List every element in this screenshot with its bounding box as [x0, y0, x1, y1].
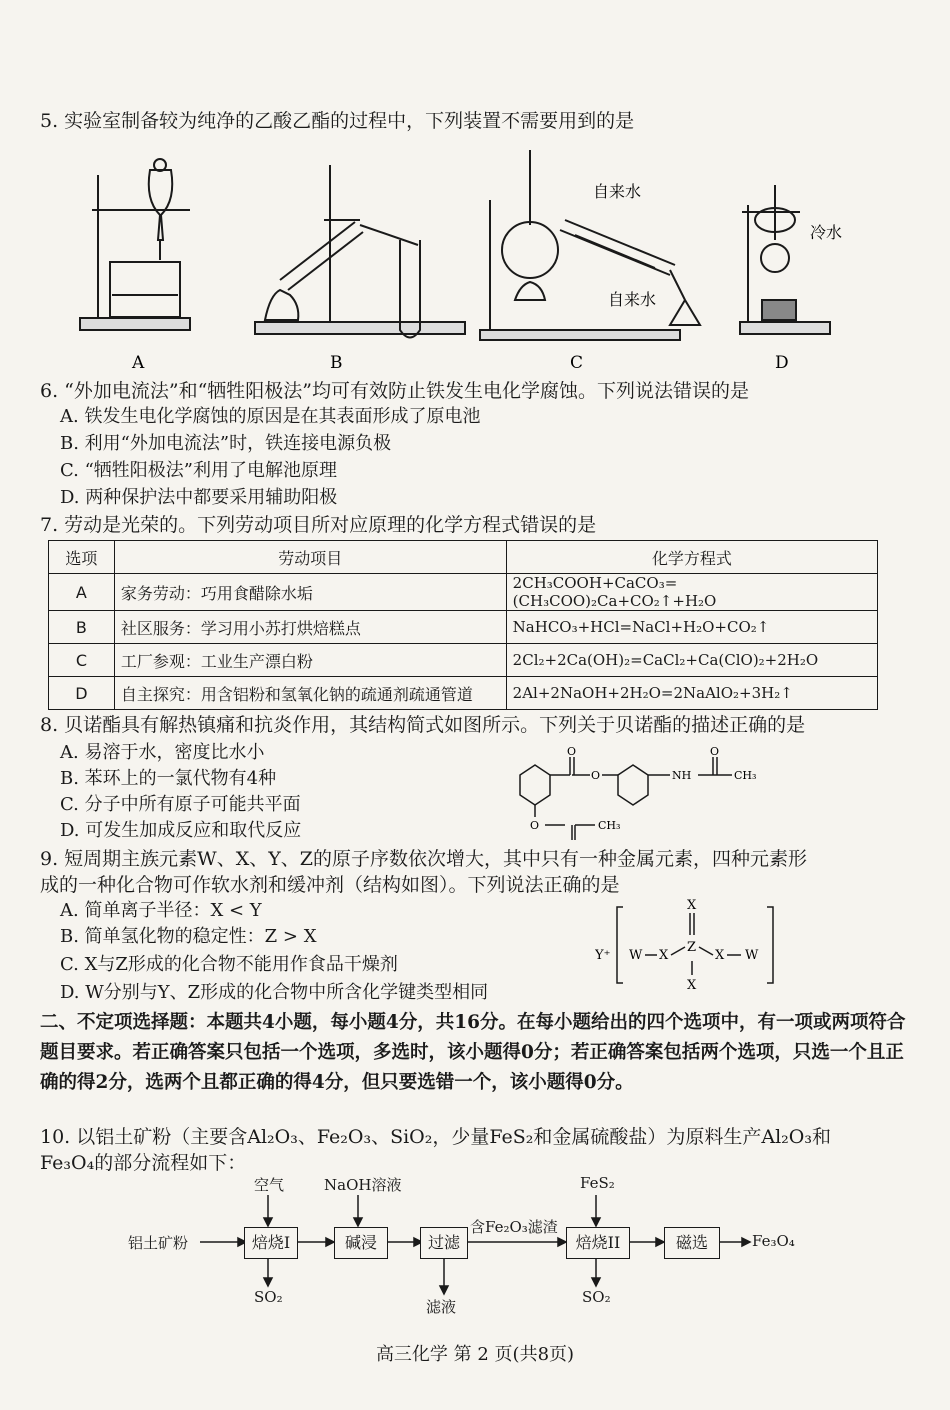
cell-equation: 2Cl₂+2Ca(OH)₂=CaCl₂+Ca(ClO)₂+2H₂O: [506, 644, 877, 677]
q9-structure: [595, 895, 795, 1005]
cell-option: B: [49, 611, 115, 644]
q5-stem: 5. 实验室制备较为纯净的乙酸乙酯的过程中，下列装置不需要用到的是: [40, 110, 635, 132]
cell-equation: 2CH₃COOH+CaCO₃=(CH₃COO)₂Ca+CO₂↑+H₂O: [506, 574, 877, 611]
q7-header-project: 劳动项目: [114, 541, 506, 574]
flow-naoh: NaOH溶液: [324, 1176, 402, 1194]
struct-x-left: X: [659, 948, 669, 963]
q8-option-b: B. 苯环上的一氯代物有4种: [60, 768, 277, 789]
cell-project: 工厂参观：工业生产漂白粉: [114, 644, 506, 677]
tap-water-label-bottom: 自来水: [608, 290, 657, 309]
q10-stem-line2: Fe₃O₄的部分流程如下：: [40, 1152, 247, 1174]
q8-option-a: A. 易溶于水，密度比水小: [60, 742, 265, 763]
flow-filtrate: 滤液: [426, 1298, 457, 1316]
struct-o-4: O: [530, 819, 540, 832]
struct-y: Y⁺: [595, 948, 611, 963]
struct-x-bottom: X: [687, 978, 697, 993]
cell-project: 自主探究：用含铝粉和氢氧化钠的疏通剂疏通管道: [114, 677, 506, 710]
struct-x-right: X: [715, 948, 725, 963]
flow-so2-1: SO₂: [254, 1288, 283, 1306]
q6-option-d: D. 两种保护法中都要采用辅助阳极: [60, 487, 338, 508]
cell-equation: NaHCO₃+HCl=NaCl+H₂O+CO₂↑: [506, 611, 877, 644]
q5-apparatus-figure: [0, 0, 950, 380]
q6-option-c: C. “牺牲阳极法”利用了电解池原理: [60, 460, 337, 481]
flow-alkali-leach: 碱浸: [334, 1227, 388, 1259]
q9-stem-line2: 成的一种化合物可作软水剂和缓冲剂（结构如图）。下列说法正确的是: [40, 874, 620, 896]
struct-nh: NH: [672, 769, 692, 782]
table-row: [49, 574, 878, 611]
q10-flowchart: [0, 1170, 950, 1320]
q6-option-b: B. 利用“外加电流法”时，铁连接电源负极: [60, 433, 392, 454]
cell-project: 社区服务：学习用小苏打烘焙糕点: [114, 611, 506, 644]
apparatus-label-b: B: [330, 353, 343, 373]
q8-option-c: C. 分子中所有原子可能共平面: [60, 794, 301, 815]
struct-w-left: W: [629, 948, 643, 963]
apparatus-d: [740, 185, 830, 334]
struct-w-right: W: [745, 948, 759, 963]
struct-z: Z: [687, 940, 697, 955]
q8-option-d: D. 可发生加成反应和取代反应: [60, 820, 302, 841]
flow-roast-1: 焙烧I: [244, 1227, 298, 1259]
section-2-instructions: 二、不定项选择题：本题共4小题，每小题4分，共16分。在每小题给出的四个选项中，有一项或两项符合题目要求。若正确答案只包括一个选项，多选时，该小题得0分；若正确答案包括两个选项，只选一个且正确的得2分，选两个且都正确的得4分，但只要选错一个，该小题得0分。: [40, 1012, 906, 1093]
table-row: [49, 644, 878, 677]
cell-option: D: [49, 677, 115, 710]
q9-option-b: B. 简单氢化物的稳定性：Z > X: [60, 926, 317, 947]
q7-table: [48, 540, 878, 710]
q6-option-a: A. 铁发生电化学腐蚀的原因是在其表面形成了原电池: [60, 406, 481, 427]
benorilate-structure: [510, 745, 810, 845]
q9-stem-line1: 9. 短周期主族元素W、X、Y、Z的原子序数依次增大，其中只有一种金属元素，四种元素形: [40, 848, 807, 870]
page-footer: 高三化学 第 2 页(共8页): [375, 1344, 575, 1365]
struct-o-3: O: [710, 745, 720, 758]
struct-ch3-2: CH₃: [598, 819, 621, 832]
flow-product: Fe₃O₄: [752, 1232, 795, 1250]
flow-roast-2: 焙烧II: [566, 1227, 630, 1259]
apparatus-label-c: C: [570, 353, 584, 373]
q9-option-c: C. X与Z形成的化合物不能用作食品干燥剂: [60, 954, 398, 975]
table-row: [49, 611, 878, 644]
cold-water-label: 冷水: [810, 223, 843, 242]
flow-fes2: FeS₂: [580, 1174, 615, 1192]
flow-residue: 含Fe₂O₃滤渣: [470, 1218, 558, 1236]
apparatus-b: [255, 165, 465, 338]
cell-option: C: [49, 644, 115, 677]
q7-header-equation: 化学方程式: [506, 541, 877, 574]
q10-stem-line1: 10. 以铝土矿粉（主要含Al₂O₃、Fe₂O₃、SiO₂，少量FeS₂和金属硫酸盐）为原料生产Al₂O₃和: [40, 1126, 831, 1148]
q9-option-a: A. 简单离子半径：X < Y: [60, 900, 262, 921]
struct-o-2: O: [591, 769, 601, 782]
apparatus-label-d: D: [775, 353, 789, 373]
flow-so2-2: SO₂: [582, 1288, 611, 1306]
tap-water-label-top: 自来水: [593, 182, 642, 201]
q7-stem: 7. 劳动是光荣的。下列劳动项目所对应原理的化学方程式错误的是: [40, 514, 597, 536]
flow-start-ore: 铝土矿粉: [128, 1234, 189, 1252]
q8-stem: 8. 贝诺酯具有解热镇痛和抗炎作用，其结构简式如图所示。下列关于贝诺酯的描述正确的是: [40, 714, 806, 736]
apparatus-c: [480, 150, 700, 340]
apparatus-label-a: A: [132, 353, 145, 373]
q7-header-option: 选项: [49, 541, 115, 574]
q6-stem: 6. “外加电流法”和“牺牲阳极法”均可有效防止铁发生电化学腐蚀。下列说法错误的是: [40, 380, 750, 402]
q9-option-d: D. W分别与Y、Z形成的化合物中所含化学键类型相同: [60, 982, 489, 1003]
struct-ch3-1: CH₃: [734, 769, 757, 782]
struct-o-1: O: [567, 745, 577, 758]
flow-magnetic-separation: 磁选: [664, 1227, 720, 1259]
cell-project: 家务劳动：巧用食醋除水垢: [114, 574, 506, 611]
table-row: [49, 677, 878, 710]
cell-equation: 2Al+2NaOH+2H₂O=2NaAlO₂+3H₂↑: [506, 677, 877, 710]
cell-option: A: [49, 574, 115, 611]
struct-x-top: X: [687, 898, 697, 913]
flow-filter: 过滤: [420, 1227, 468, 1259]
flow-air: 空气: [254, 1176, 285, 1194]
apparatus-a: [80, 159, 190, 330]
